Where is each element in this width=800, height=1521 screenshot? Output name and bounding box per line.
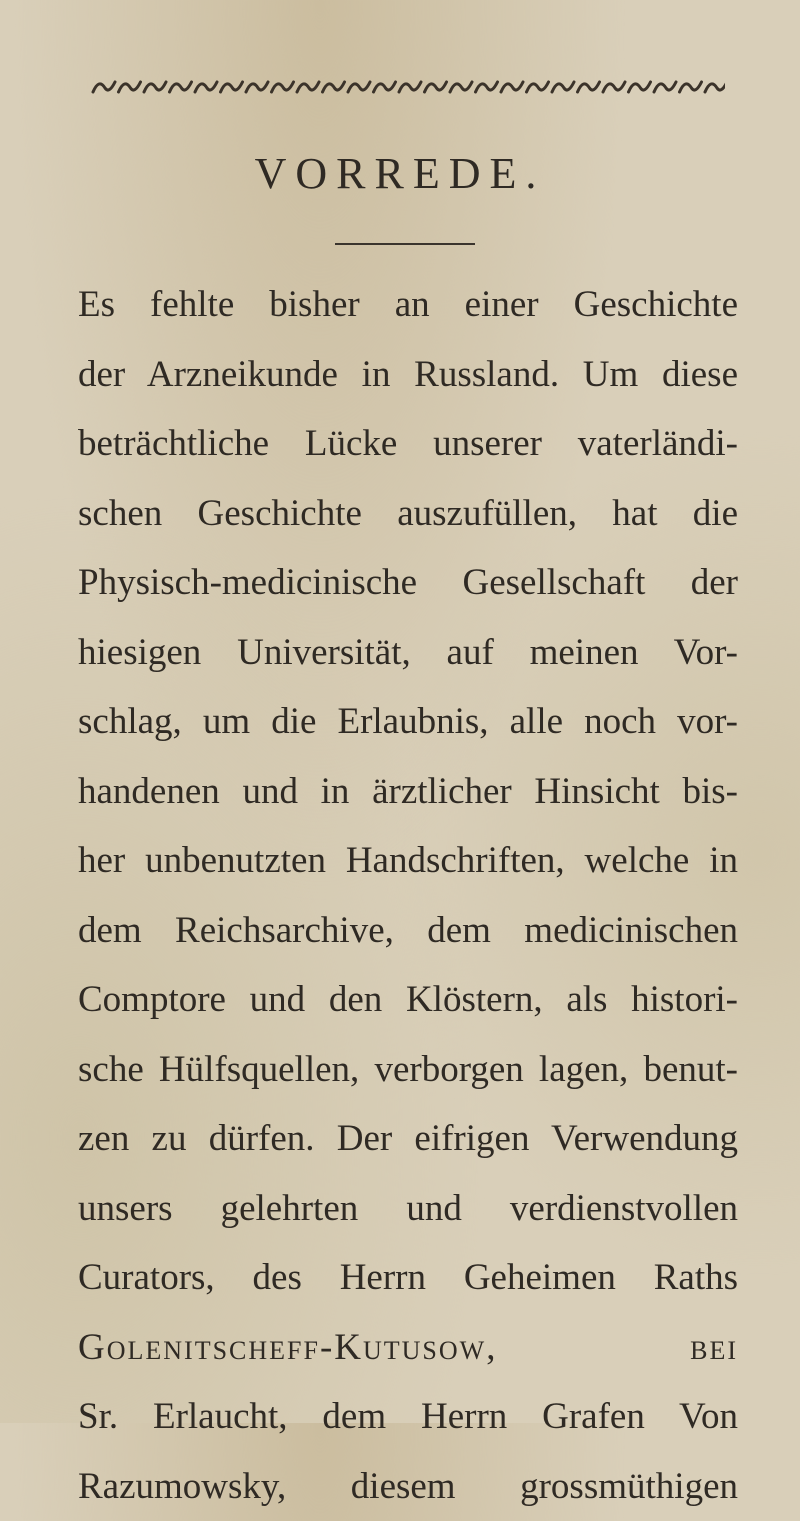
text-line: Physisch-medicinische Gesellschaft der xyxy=(78,548,738,618)
text-line: Golenitscheff-Kutusow, bei xyxy=(78,1313,738,1383)
text-line: zen zu dürfen. Der eifrigen Verwendung xyxy=(78,1104,738,1174)
text-line: schlag, um die Erlaubnis, alle noch vor- xyxy=(78,687,738,757)
text-line: schen Geschichte auszufüllen, hat die xyxy=(78,479,738,549)
text-line: Razumowsky, diesem grossmüthigen xyxy=(78,1452,738,1521)
text-line: handenen und in ärztlicher Hinsicht bis- xyxy=(78,757,738,827)
text-line: unsers gelehrten und verdienstvollen xyxy=(78,1174,738,1244)
title-underline xyxy=(335,243,475,245)
text-line: Es fehlte bisher an einer Geschichte xyxy=(78,270,738,340)
body-text xyxy=(78,270,738,1521)
text-line: der Arzneikunde in Russland. Um diese xyxy=(78,340,738,410)
text-line: sche Hülfsquellen, verborgen lagen, benut- xyxy=(78,1035,738,1105)
text-line: Curators, des Herrn Geheimen Raths xyxy=(78,1243,738,1313)
text-line: Comptore und den Klöstern, als histori- xyxy=(78,965,738,1035)
text-line: her unbenutzten Handschriften, welche in xyxy=(78,826,738,896)
text-line: dem Reichsarchive, dem medicinischen xyxy=(78,896,738,966)
text-line: Sr. Erlaucht, dem Herrn Grafen Von xyxy=(78,1382,738,1452)
ornamental-border xyxy=(85,68,725,108)
text-line: beträchtliche Lücke unserer vaterländi- xyxy=(78,409,738,479)
text-line: hiesigen Universität, auf meinen Vor- xyxy=(78,618,738,688)
page-title: VORREDE. xyxy=(0,148,800,199)
